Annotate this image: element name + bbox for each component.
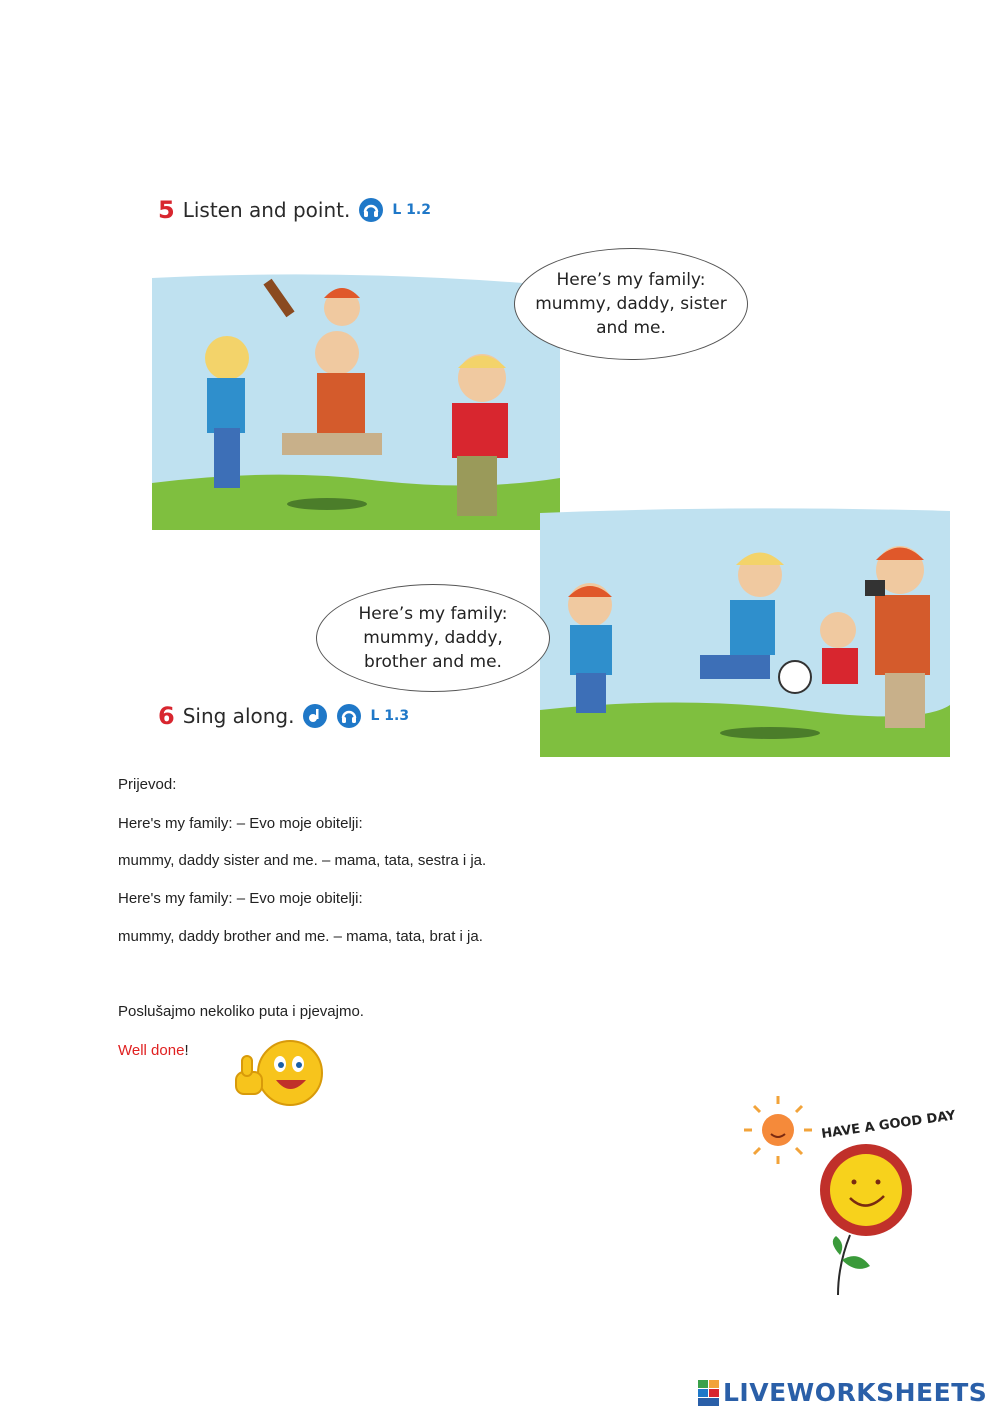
translation-line: mummy, daddy sister and me. – mama, tata, sestra i ja. [118, 852, 487, 869]
liveworksheets-logo [698, 1378, 987, 1407]
bubble-line: brother and me. [364, 652, 502, 672]
music-disc-icon[interactable] [302, 703, 328, 729]
praise-text [118, 1042, 189, 1059]
audio-track-label: L 1.3 [370, 708, 410, 724]
headphones-icon[interactable] [358, 197, 384, 223]
audio-track-label: L 1.2 [392, 202, 431, 218]
exercise-number: 5 [158, 196, 175, 224]
translation-line: Here's my family: – Evo moje obitelji: [118, 815, 363, 832]
have-a-good-day-sticker [738, 1090, 958, 1300]
translation-line: Here's my family: – Evo moje obitelji: [118, 890, 363, 907]
bubble-line: mummy, daddy, sister [535, 294, 727, 314]
bubble-line: mummy, daddy, [363, 628, 503, 648]
exercise-title: Sing along. [182, 704, 295, 728]
speech-bubble-exercise-5 [514, 248, 748, 360]
translation-line: mummy, daddy brother and me. – mama, tata, brat i ja. [118, 928, 483, 945]
family-scene-illustration-2 [540, 505, 950, 757]
exercise-6-heading [158, 702, 409, 730]
family-scene-illustration-1 [152, 268, 560, 530]
praise-words: Well done [118, 1042, 185, 1059]
thumbs-up-smiley-icon [232, 1038, 328, 1108]
small-sun-icon [744, 1096, 812, 1164]
brand-name: LIVEWORKSHEETS [723, 1378, 988, 1407]
sticker-text: HAVE A GOOD DAY [820, 1108, 957, 1142]
bubble-line: Here’s my family: [358, 604, 508, 624]
sunflower-icon [820, 1144, 912, 1295]
speech-bubble-exercise-6 [316, 584, 550, 692]
translation-heading: Prijevod: [118, 776, 177, 793]
bubble-line: and me. [596, 318, 666, 338]
live-logo-icon [698, 1380, 720, 1406]
instruction-text: Poslušajmo nekoliko puta i pjevajmo. [118, 1003, 364, 1020]
exercise-number: 6 [158, 702, 175, 730]
bubble-line: Here’s my family: [556, 270, 706, 290]
exercise-5-heading [158, 196, 431, 224]
praise-punctuation: ! [184, 1042, 189, 1059]
headphones-icon[interactable] [336, 703, 362, 729]
exercise-title: Listen and point. [182, 198, 351, 222]
